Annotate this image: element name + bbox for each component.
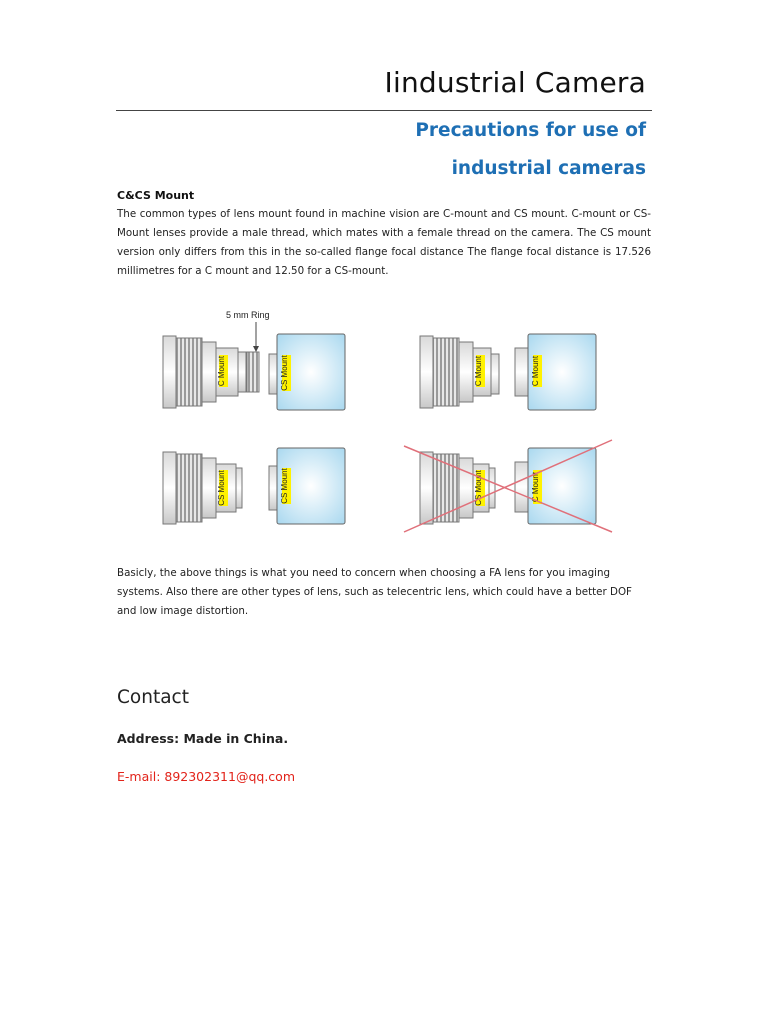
cs-mount-label: CS Mount [474,470,483,506]
cs-mount-label: CS Mount [280,468,289,504]
summary-paragraph: Basicly, the above things is what you need to concern when choosing a FA lens for you imaging systems. Also there are other types of lens, such as telecentric lens, which could have a better DOF and low image distortion. [117,567,632,617]
contact-heading: Contact [117,687,189,708]
c-mount-label: C Mount [474,355,483,387]
c-lens-with-ring-on-cs-camera [163,310,345,410]
contact-email[interactable]: E-mail: 892302311@qq.com [117,769,295,784]
cs-lens-on-c-camera-wrong [404,440,612,532]
section-heading: C&CS Mount [117,189,195,202]
subtitle-line-2: industrial cameras [451,158,646,179]
cs-mount-label: CS Mount [280,355,289,391]
c-mount-label: C Mount [217,355,226,387]
cs-mount-label: CS Mount [217,470,226,506]
subtitle-line-1: Precautions for use of [415,120,646,141]
lens-mount-diagram [116,300,652,540]
c-lens-on-c-camera [420,334,596,410]
cs-lens-on-cs-camera [163,448,345,524]
mount-paragraph: The common types of lens mount found in machine vision are C-mount and CS mount. C-mount or CS-Mount lenses provide a male thread, which mates with a female thread on the camera. The CS mount version only differs from this in the so-called flange focal distance The flange focal distance is 17.526 millimetres for a C mount and 12.50 for a CS-mount. [117,208,651,277]
c-mount-label: C Mount [531,355,540,387]
title-divider [116,110,652,111]
page-title: Iindustrial Camera [384,66,646,99]
ring-label: 5 mm Ring [226,310,270,320]
c-mount-label: C Mount [531,471,540,503]
contact-address: Address: Made in China. [117,731,289,746]
